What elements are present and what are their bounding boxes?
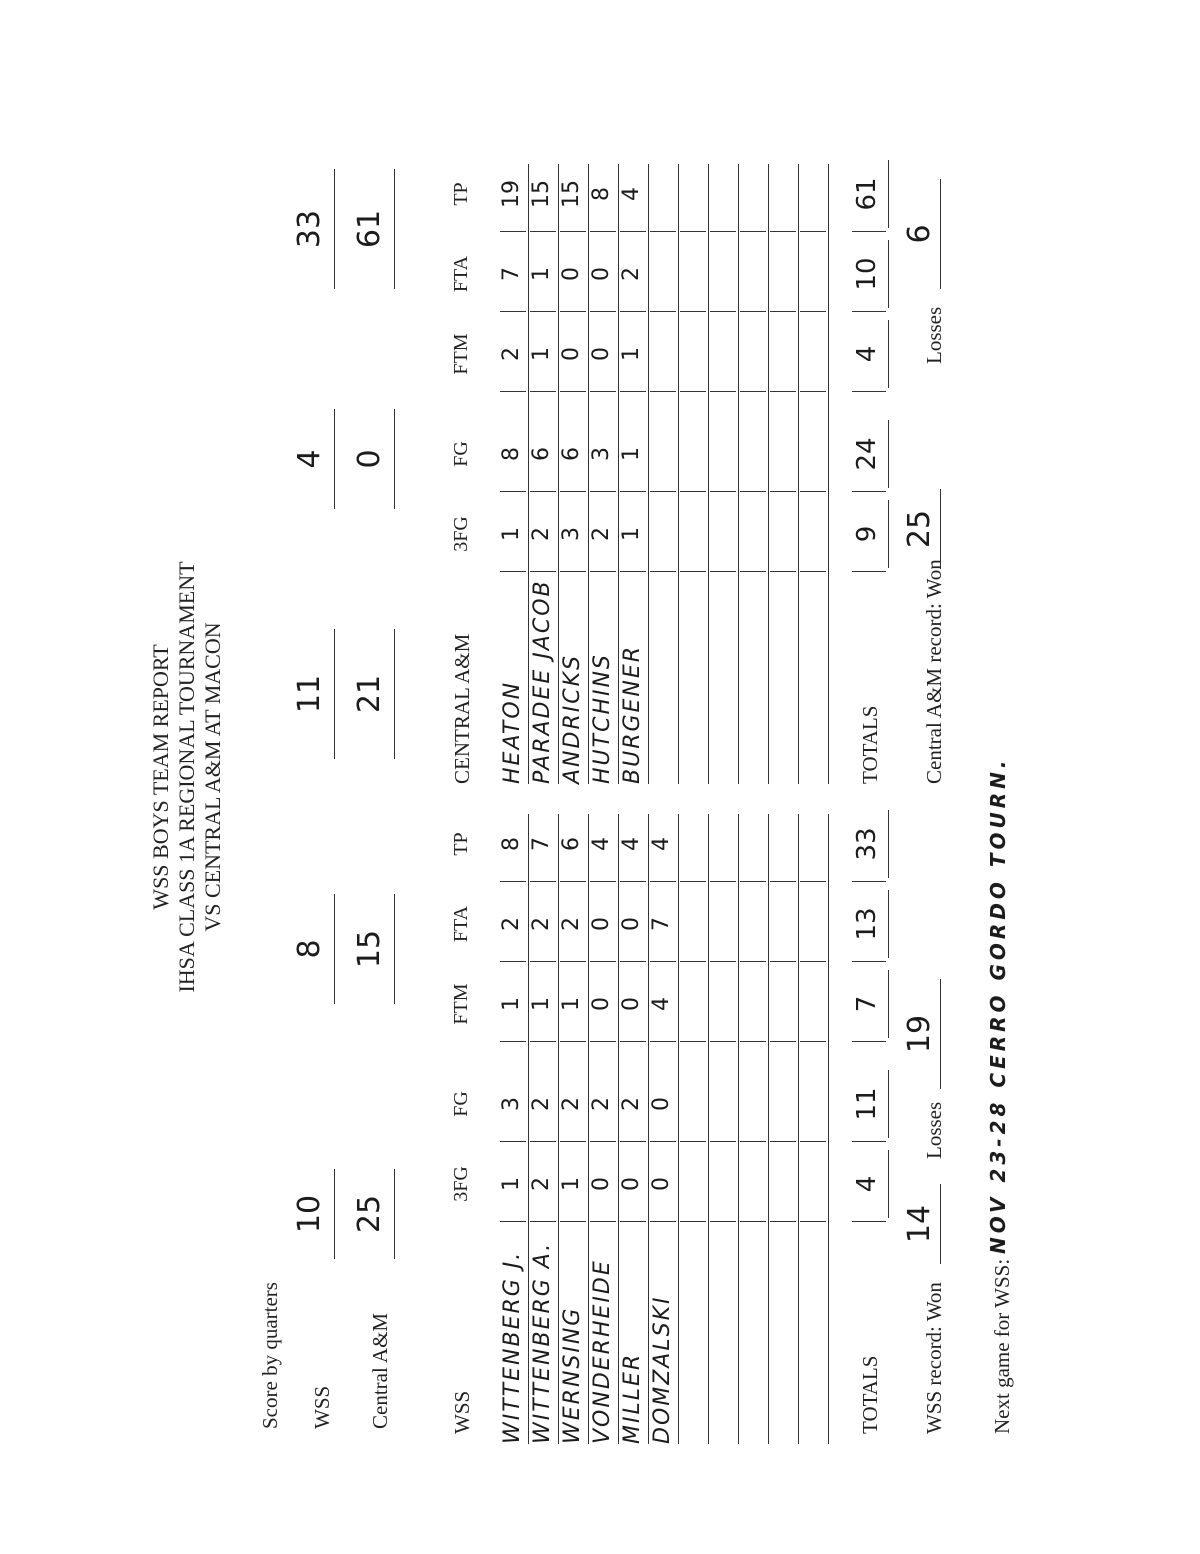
wss-player-fg: 2: [559, 1097, 584, 1111]
wss-player-name: DOMZALSKI: [650, 1295, 675, 1444]
quarter-score-cam-3: 21: [352, 674, 387, 714]
wss-header-team: WSS: [450, 1390, 474, 1434]
report-matchup: VS CENTRAL A&M AT MACON: [200, 622, 225, 932]
wss-player-fta: 0: [619, 917, 644, 931]
wss-header-fg: FG: [450, 1091, 472, 1117]
cam-player-s3fg: 1: [499, 527, 524, 541]
wss-player-fg: 0: [649, 1097, 674, 1111]
wss-player-tp: 7: [529, 837, 554, 851]
quarters-label: Score by quarters: [258, 1282, 282, 1429]
wss-record-label: WSS record: Won: [922, 1282, 946, 1434]
cam-total-fta: 10: [852, 257, 882, 291]
wss-player-tp: 4: [619, 837, 644, 851]
wss-player-fta: 2: [559, 917, 584, 931]
quarter-score-wss-3: 11: [292, 674, 327, 714]
cam-player-fta: 0: [559, 267, 584, 281]
wss-player-fta: 7: [649, 917, 674, 931]
wss-total-s3fg: 4: [852, 1175, 882, 1193]
cam-header-ftm: FTM: [450, 333, 472, 375]
quarter-score-wss-2: 8: [292, 939, 327, 959]
wss-player-fg: 3: [499, 1097, 524, 1111]
wss-record-won: 14: [902, 1204, 937, 1244]
cam-header-team: CENTRAL A&M: [450, 633, 474, 784]
cam-player-name: BURGENER: [620, 644, 645, 784]
next-game-value: NOV 23-28 CERRO GORDO TOURN.: [986, 756, 1010, 1254]
cam-header-fta: FTA: [450, 255, 472, 293]
cam-player-tp: 15: [559, 180, 584, 208]
cam-player-s3fg: 2: [589, 527, 614, 541]
cam-player-tp: 15: [529, 180, 554, 208]
cam-record-losses-label: Losses: [922, 306, 946, 364]
wss-player-ftm: 1: [559, 997, 584, 1011]
wss-player-tp: 8: [499, 837, 524, 851]
wss-player-ftm: 1: [499, 997, 524, 1011]
wss-player-fta: 0: [589, 917, 614, 931]
cam-player-s3fg: 2: [529, 527, 554, 541]
wss-player-fta: 2: [499, 917, 524, 931]
cam-total-fg: 24: [852, 437, 882, 471]
wss-record-losses-label: Losses: [922, 1101, 946, 1159]
cam-player-s3fg: 1: [619, 527, 644, 541]
wss-player-fta: 2: [529, 917, 554, 931]
cam-player-fg: 8: [499, 447, 524, 461]
quarters-team-cam: Central A&M: [368, 1312, 392, 1429]
cam-header-tp: TP: [450, 182, 472, 206]
wss-player-s3fg: 0: [589, 1177, 614, 1191]
wss-player-s3fg: 0: [649, 1177, 674, 1191]
quarter-score-wss-1: 10: [292, 1194, 327, 1234]
cam-player-tp: 8: [589, 187, 614, 201]
cam-player-tp: 4: [619, 187, 644, 201]
cam-player-fg: 1: [619, 447, 644, 461]
quarter-score-cam-1: 25: [352, 1194, 387, 1234]
cam-player-ftm: 0: [589, 347, 614, 361]
cam-record-label: Central A&M record: Won: [922, 559, 946, 784]
cam-player-fg: 6: [559, 447, 584, 461]
report-subtitle: IHSA CLASS 1A REGIONAL TOURNAMENT: [174, 561, 199, 993]
wss-player-ftm: 1: [529, 997, 554, 1011]
wss-player-name: VONDERHEIDE: [590, 1259, 615, 1444]
wss-total-tp: 33: [852, 827, 882, 861]
quarter-score-wss-4: 4: [292, 449, 327, 469]
cam-player-ftm: 1: [529, 347, 554, 361]
wss-header-fta: FTA: [450, 905, 472, 943]
cam-player-ftm: 0: [559, 347, 584, 361]
cam-player-s3fg: 3: [559, 527, 584, 541]
cam-player-fg: 6: [529, 447, 554, 461]
cam-player-tp: 19: [499, 180, 524, 208]
wss-player-fg: 2: [619, 1097, 644, 1111]
quarter-score-cam-5: 61: [352, 209, 387, 249]
wss-total-ftm: 7: [852, 995, 882, 1013]
wss-player-s3fg: 1: [499, 1177, 524, 1191]
wss-player-tp: 6: [559, 837, 584, 851]
wss-total-fta: 13: [852, 907, 882, 941]
wss-player-fg: 2: [529, 1097, 554, 1111]
report-title: WSS BOYS TEAM REPORT: [148, 644, 173, 910]
cam-player-fta: 2: [619, 267, 644, 281]
wss-player-ftm: 4: [649, 997, 674, 1011]
wss-player-name: WERNSING: [560, 1306, 585, 1444]
cam-player-name: HUTCHINS: [590, 653, 615, 784]
wss-player-name: WITTENBERG J.: [500, 1250, 525, 1444]
wss-player-s3fg: 1: [559, 1177, 584, 1191]
wss-player-name: WITTENBERG A.: [530, 1241, 555, 1444]
cam-total-s3fg: 9: [852, 525, 882, 543]
cam-player-name: PARADEE JACOB: [530, 579, 555, 784]
quarter-score-cam-4: 0: [352, 449, 387, 469]
wss-player-ftm: 0: [589, 997, 614, 1011]
wss-player-name: MILLER: [620, 1352, 645, 1444]
wss-player-ftm: 0: [619, 997, 644, 1011]
cam-total-tp: 61: [852, 177, 882, 211]
cam-player-ftm: 2: [499, 347, 524, 361]
quarter-score-wss-5: 33: [292, 209, 327, 249]
wss-record-losses: 19: [902, 1014, 937, 1054]
cam-record-losses: 6: [902, 224, 937, 244]
wss-header-3fg: 3FG: [450, 1166, 472, 1202]
wss-totals-label: TOTALS: [858, 1355, 882, 1434]
wss-player-fg: 2: [589, 1097, 614, 1111]
cam-player-fg: 3: [589, 447, 614, 461]
wss-header-ftm: FTM: [450, 983, 472, 1025]
cam-player-fta: 7: [499, 267, 524, 281]
cam-header-fg: FG: [450, 441, 472, 467]
wss-total-fg: 11: [852, 1087, 882, 1121]
cam-total-ftm: 4: [852, 345, 882, 363]
quarters-team-wss: WSS: [310, 1385, 334, 1429]
next-game-label: Next game for WSS:: [990, 1258, 1014, 1434]
quarter-score-cam-2: 15: [352, 929, 387, 969]
cam-player-fta: 0: [589, 267, 614, 281]
cam-player-ftm: 1: [619, 347, 644, 361]
wss-player-s3fg: 2: [529, 1177, 554, 1191]
cam-player-name: HEATON: [500, 680, 525, 784]
wss-header-tp: TP: [450, 832, 472, 856]
wss-player-s3fg: 0: [619, 1177, 644, 1191]
wss-player-tp: 4: [589, 837, 614, 851]
cam-player-fta: 1: [529, 267, 554, 281]
cam-totals-label: TOTALS: [858, 705, 882, 784]
wss-player-tp: 4: [649, 837, 674, 851]
cam-header-3fg: 3FG: [450, 516, 472, 552]
cam-record-won: 25: [902, 509, 937, 549]
cam-player-name: ANDRICKS: [560, 654, 585, 784]
